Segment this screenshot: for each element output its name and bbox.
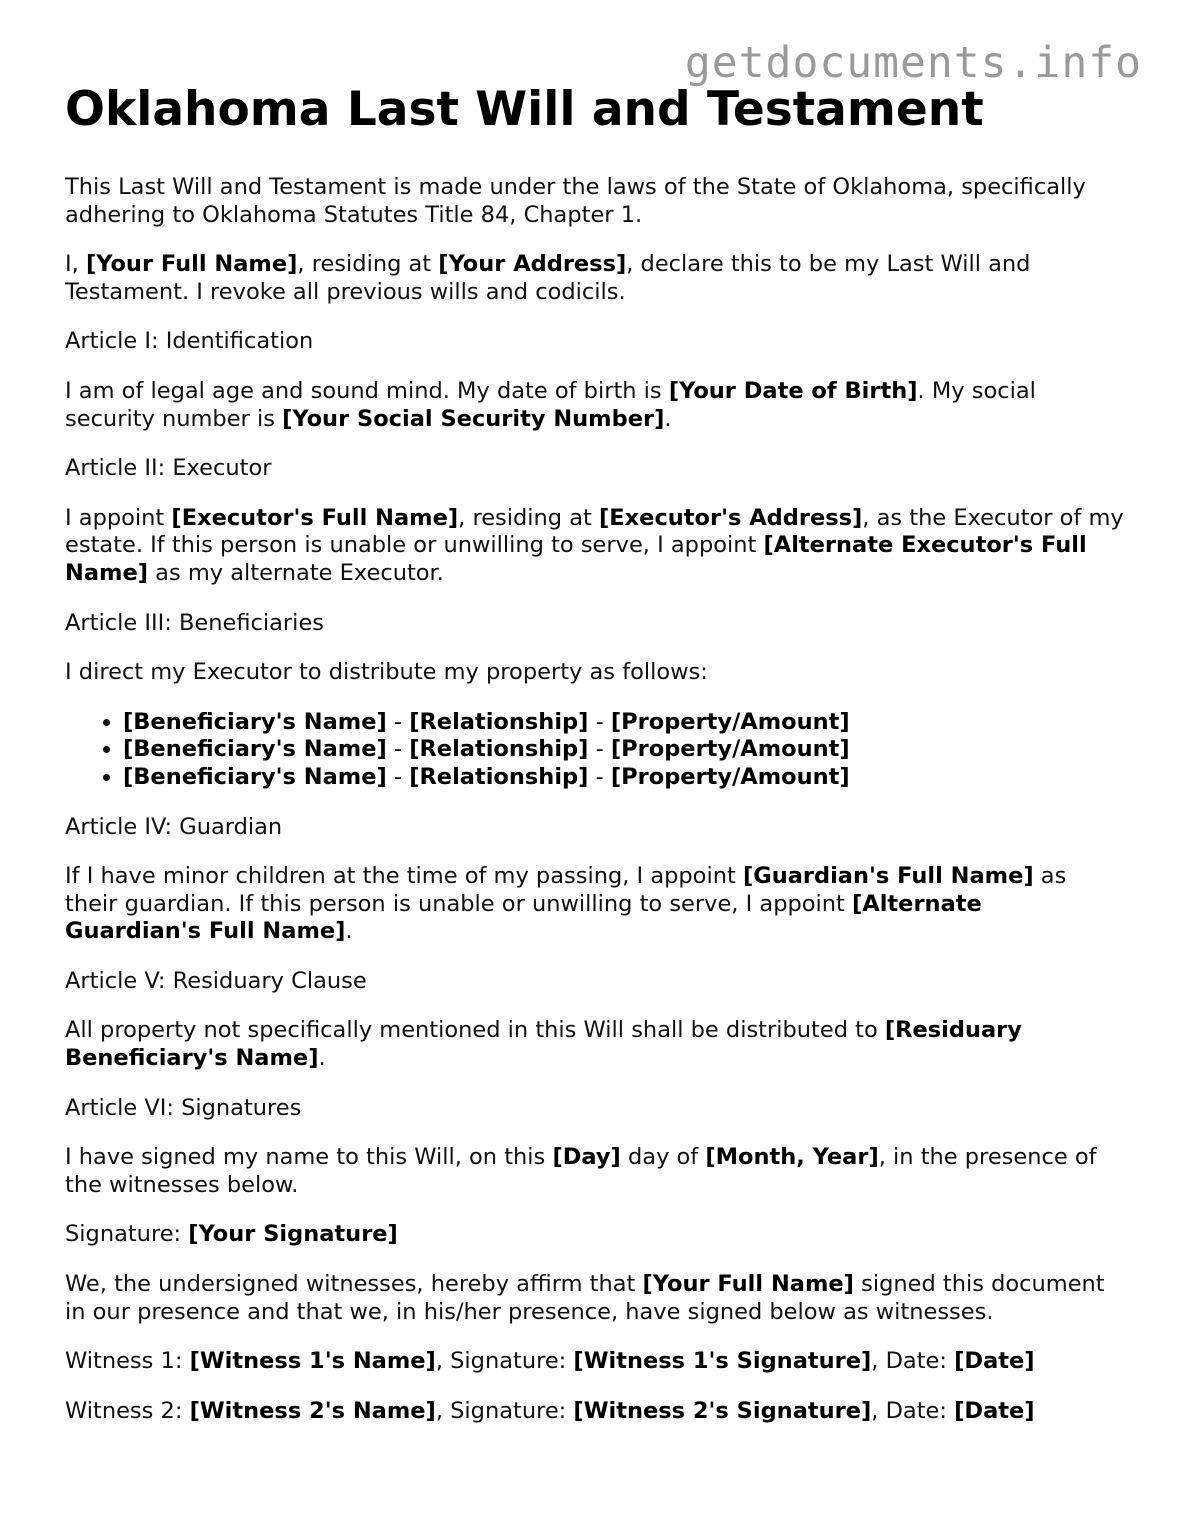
- article-6-text-1: I have signed my name to this Will, on this: [65, 1144, 553, 1171]
- declaration-text-2: , residing at: [297, 251, 439, 278]
- declaration-paragraph: [65, 251, 1125, 306]
- article-2-text-2: , residing at: [458, 504, 600, 531]
- address-placeholder: [Your Address]: [438, 251, 627, 278]
- list-item: [123, 764, 1125, 792]
- article-6-heading: Article VI: Signatures: [65, 1094, 302, 1121]
- relationship-placeholder: [Relationship]: [409, 763, 589, 790]
- witness-affirmation-paragraph: [65, 1271, 1125, 1326]
- article-1-paragraph: [65, 378, 1125, 433]
- beneficiary-name-placeholder: [Beneficiary's Name]: [123, 736, 387, 763]
- witness-signature-placeholder: [Witness 1's Signature]: [573, 1348, 872, 1375]
- article-2-text-3: , as the Executor of my estate. If this person is unable or unwilling to serve, I appoint: [65, 504, 1124, 559]
- article-4-paragraph: [65, 863, 1125, 946]
- property-placeholder: [Property/Amount]: [610, 736, 850, 763]
- day-placeholder: [Day]: [552, 1144, 621, 1171]
- article-4-text-1: If I have minor children at the time of my passing, I appoint: [65, 863, 743, 890]
- affirmation-text-2: signed this document in our presence and that we, in his/her presence, have signed below as witnesses.: [65, 1271, 1105, 1325]
- separator: -: [588, 736, 611, 763]
- witness-signature-label: , Signature:: [435, 1348, 574, 1375]
- witness-date-label: , Date:: [871, 1348, 955, 1375]
- article-1-text-1: I am of legal age and sound mind. My date of birth is: [65, 377, 669, 404]
- ssn-placeholder: [Your Social Security Number]: [282, 405, 665, 432]
- dob-placeholder: [Your Date of Birth]: [668, 377, 918, 404]
- separator: -: [588, 708, 611, 735]
- witness-date-placeholder: [Date]: [954, 1348, 1035, 1375]
- property-placeholder: [Property/Amount]: [610, 763, 850, 790]
- guardian-name-placeholder: [Guardian's Full Name]: [742, 863, 1034, 890]
- article-5-text-2: .: [318, 1045, 326, 1072]
- declaration-text-1: I,: [65, 251, 86, 278]
- article-2-paragraph: [65, 505, 1125, 588]
- article-4-text-2: as their guardian. If this person is unable or unwilling to serve, I appoint: [65, 863, 1067, 917]
- month-year-placeholder: [Month, Year]: [705, 1144, 879, 1171]
- article-6-text-2: day of: [620, 1144, 706, 1171]
- testator-signature-line: [65, 1221, 1125, 1249]
- article-6-text-3: , in the presence of the witnesses below.: [65, 1144, 1097, 1198]
- article-4-heading: Article IV: Guardian: [65, 813, 283, 840]
- alternate-guardian-placeholder: [Alternate Guardian's Full Name]: [65, 890, 982, 945]
- intro-paragraph: This Last Will and Testament is made under the laws of the State of Oklahoma, specifically adhering to Oklahoma Statutes Title 84, Chapter 1.: [65, 174, 1086, 228]
- executor-name-placeholder: [Executor's Full Name]: [171, 504, 459, 531]
- executor-address-placeholder: [Executor's Address]: [599, 504, 863, 531]
- witness-2-line: [65, 1398, 1125, 1426]
- witness-name-placeholder: [Witness 1's Name]: [189, 1348, 436, 1375]
- document-title: Oklahoma Last Will and Testament: [65, 82, 984, 137]
- property-placeholder: [Property/Amount]: [610, 708, 850, 735]
- article-2-text-1: I appoint: [65, 504, 172, 531]
- article-1-text-3: .: [664, 405, 672, 432]
- beneficiary-name-placeholder: [Beneficiary's Name]: [123, 763, 387, 790]
- article-3-intro: I direct my Executor to distribute my property as follows:: [65, 659, 708, 686]
- article-5-heading: Article V: Residuary Clause: [65, 967, 367, 994]
- witness-name-placeholder: [Witness 2's Name]: [189, 1397, 436, 1424]
- beneficiary-list: [65, 709, 1125, 792]
- article-5-text-1: All property not specifically mentioned in this Will shall be distributed to: [65, 1017, 885, 1044]
- article-4-text-3: .: [345, 918, 353, 945]
- witness-signature-label: , Signature:: [435, 1397, 574, 1424]
- list-item: [123, 736, 1125, 764]
- residuary-beneficiary-placeholder: [Residuary Beneficiary's Name]: [65, 1017, 1022, 1072]
- article-2-text-4: as my alternate Executor.: [148, 559, 444, 586]
- witness-label: Witness 2:: [65, 1397, 190, 1424]
- alternate-executor-placeholder: [Alternate Executor's Full Name]: [65, 532, 1087, 586]
- separator: -: [386, 763, 410, 790]
- signature-placeholder: [Your Signature]: [188, 1221, 398, 1248]
- separator: -: [588, 763, 611, 790]
- affirmation-text-1: We, the undersigned witnesses, hereby affirm that: [65, 1271, 643, 1298]
- article-1-text-2: . My social security number is: [65, 377, 1036, 432]
- article-1-heading: Article I: Identification: [65, 328, 314, 355]
- beneficiary-name-placeholder: [Beneficiary's Name]: [123, 708, 387, 735]
- article-6-paragraph: [65, 1144, 1125, 1199]
- article-2-heading: Article II: Executor: [65, 455, 272, 482]
- declaration-text-3: , declare this to be my Last Will and Testament. I revoke all previous wills and codicils.: [65, 251, 1031, 305]
- article-3-heading: Article III: Beneficiaries: [65, 609, 325, 636]
- watermark: getdocuments.info: [684, 38, 1142, 88]
- witness-date-placeholder: [Date]: [954, 1397, 1035, 1424]
- full-name-placeholder: [Your Full Name]: [85, 251, 298, 278]
- article-5-paragraph: [65, 1017, 1125, 1072]
- witness-1-line: [65, 1348, 1125, 1376]
- document-page: [65, 82, 1125, 1447]
- separator: -: [386, 708, 410, 735]
- relationship-placeholder: [Relationship]: [409, 736, 589, 763]
- witness-label: Witness 1:: [65, 1348, 190, 1375]
- signature-label: Signature:: [65, 1221, 189, 1248]
- list-item: [123, 709, 1125, 737]
- witness-date-label: , Date:: [871, 1397, 955, 1424]
- full-name-placeholder: [Your Full Name]: [642, 1271, 854, 1298]
- witness-signature-placeholder: [Witness 2's Signature]: [573, 1397, 872, 1424]
- separator: -: [386, 736, 410, 763]
- relationship-placeholder: [Relationship]: [409, 708, 589, 735]
